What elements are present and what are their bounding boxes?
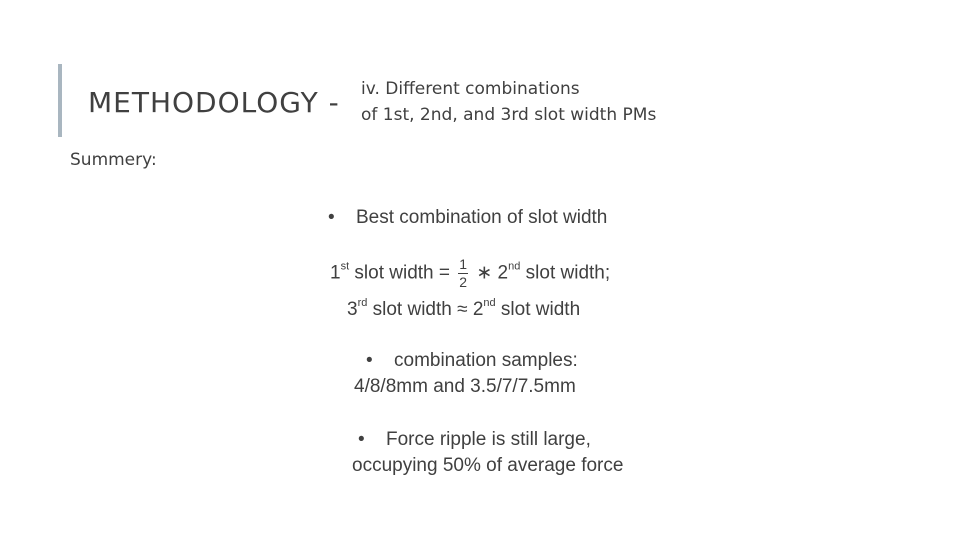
fraction-denominator: 2 [459, 274, 468, 290]
bullet-text: Best combination of slot width [356, 207, 608, 228]
subtitle-line-2: of 1st, 2nd, and 3rd slot width PMs [361, 105, 657, 125]
eq2-part: slot width ≈ 2 [367, 299, 484, 320]
equation-first-slot [330, 256, 610, 291]
fraction-numerator: 1 [459, 256, 468, 272]
force-ripple-continuation: occupying 50% of average force [352, 455, 624, 476]
eq1-part: slot width; [520, 262, 611, 284]
combination-samples-values: 4/8/8mm and 3.5/7/7.5mm [354, 376, 576, 397]
eq1-part: 1 [330, 262, 341, 284]
bullet-text: Force ripple is still large, [386, 429, 591, 450]
slide-subtitle [361, 76, 656, 128]
eq1-superscript: st [340, 260, 350, 273]
eq1-superscript: nd [508, 260, 521, 273]
bullet-point-icon: • [328, 207, 335, 228]
bullet-point-icon: • [366, 350, 373, 371]
bullet-force-ripple [358, 429, 591, 451]
bullet-point-icon: • [358, 429, 365, 450]
subtitle-line-1: iv. Different combinations [361, 79, 580, 99]
summary-label: Summery: [70, 150, 157, 170]
eq2-superscript: rd [357, 297, 368, 309]
equation-third-slot [347, 297, 580, 321]
eq1-part: ∗ 2 [471, 262, 509, 284]
eq2-part: slot width [495, 299, 581, 320]
bullet-text: combination samples: [394, 350, 578, 371]
title-accent-bar [58, 64, 62, 137]
slide-title: METHODOLOGY - [88, 86, 340, 119]
eq1-part: slot width = [349, 262, 456, 284]
eq2-part: 3 [347, 299, 358, 320]
fraction [458, 256, 468, 291]
bullet-best-combination [328, 207, 607, 229]
bullet-combination-samples [366, 350, 578, 372]
eq2-superscript: nd [483, 297, 496, 309]
